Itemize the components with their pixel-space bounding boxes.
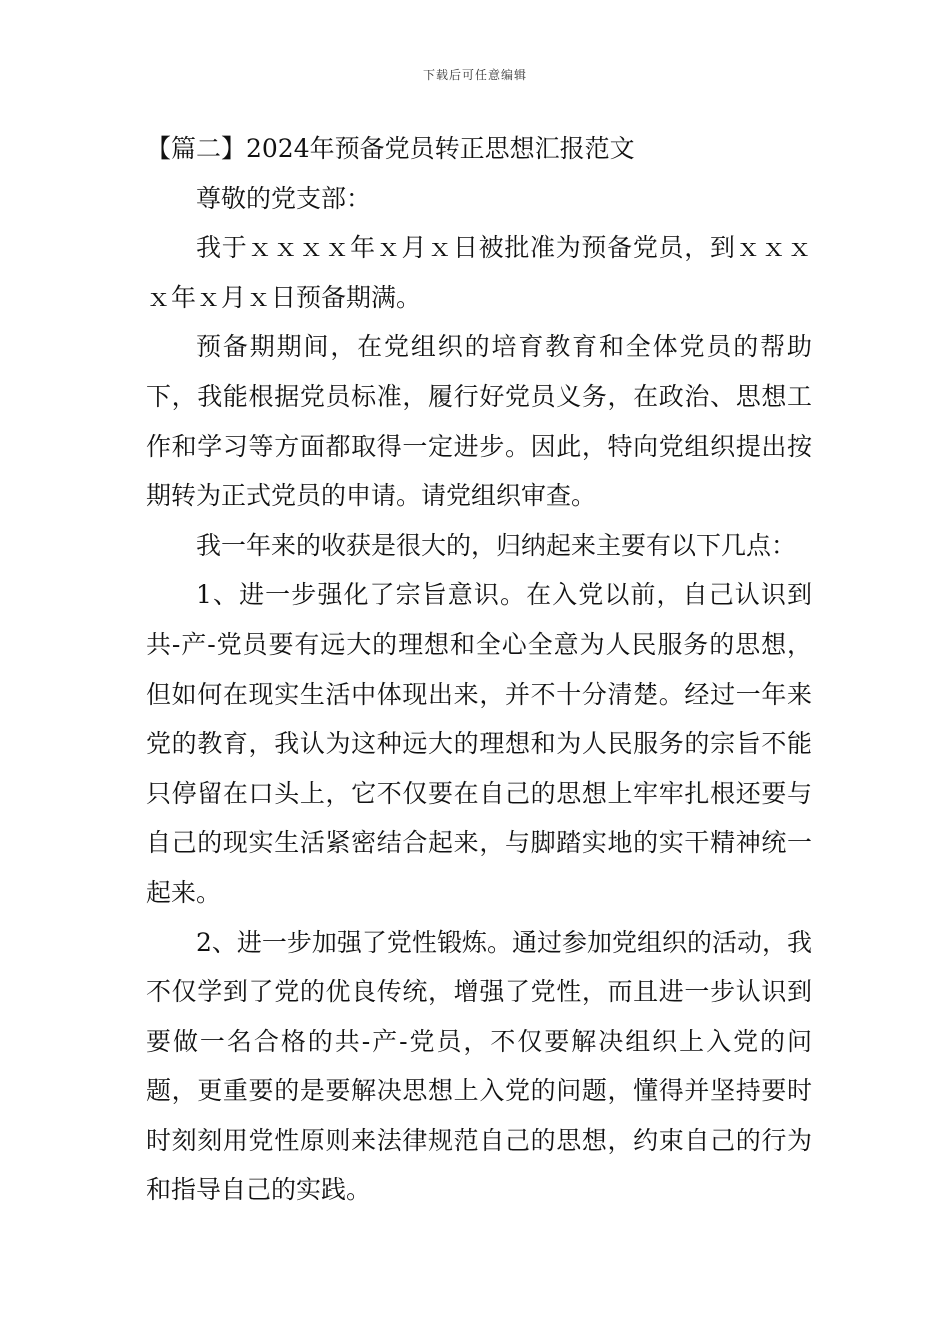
document-body [146, 124, 812, 1215]
paragraph-3: 我一年来的收获是很大的，归纳起来主要有以下几点： [196, 530, 797, 560]
paragraph-5: 2、进一步加强了党性锻炼。通过参加党组织的活动，我不仅学到了党的优良传统，增强了党性，而且进一步认识到要做一名合格的共-产-党员，不仅要解决组织上入党的问题，更重要的是要解决思想上入党的问题，懂得并坚持要时时刻刻用党性原则来法律规范自己的思想，约束自己的行为和指导自己的实践。 [146, 927, 812, 1205]
paragraph-1: 我于ｘｘｘｘ年ｘ月ｘ日被批准为预备党员，到ｘｘｘｘ年ｘ月ｘ日预备期满。 [146, 233, 812, 312]
salutation: 尊敬的党支部： [196, 183, 372, 213]
document-title: 【篇二】2024年预备党员转正思想汇报范文 [146, 134, 635, 163]
page-header-note: 下载后可任意编辑 [422, 68, 527, 82]
paragraph-4: 1、进一步强化了宗旨意识。在入党以前，自己认识到共-产-党员要有远大的理想和全心全意为人民服务的思想，但如何在现实生活中体现出来，并不十分清楚。经过一年来党的教育，我认为这种远大的理想和为人民服务的宗旨不能只停留在口头上，它不仅要在自己的思想上牢牢扎根还要与自己的现实生活紧密结合起来，与脚踏实地的实干精神统一起来。 [146, 580, 812, 907]
paragraph-2: 预备期期间，在党组织的培育教育和全体党员的帮助下，我能根据党员标准，履行好党员义务，在政治、思想工作和学习等方面都取得一定进步。因此，特向党组织提出按期转为正式党员的申请。请党组织审查。 [146, 332, 812, 511]
